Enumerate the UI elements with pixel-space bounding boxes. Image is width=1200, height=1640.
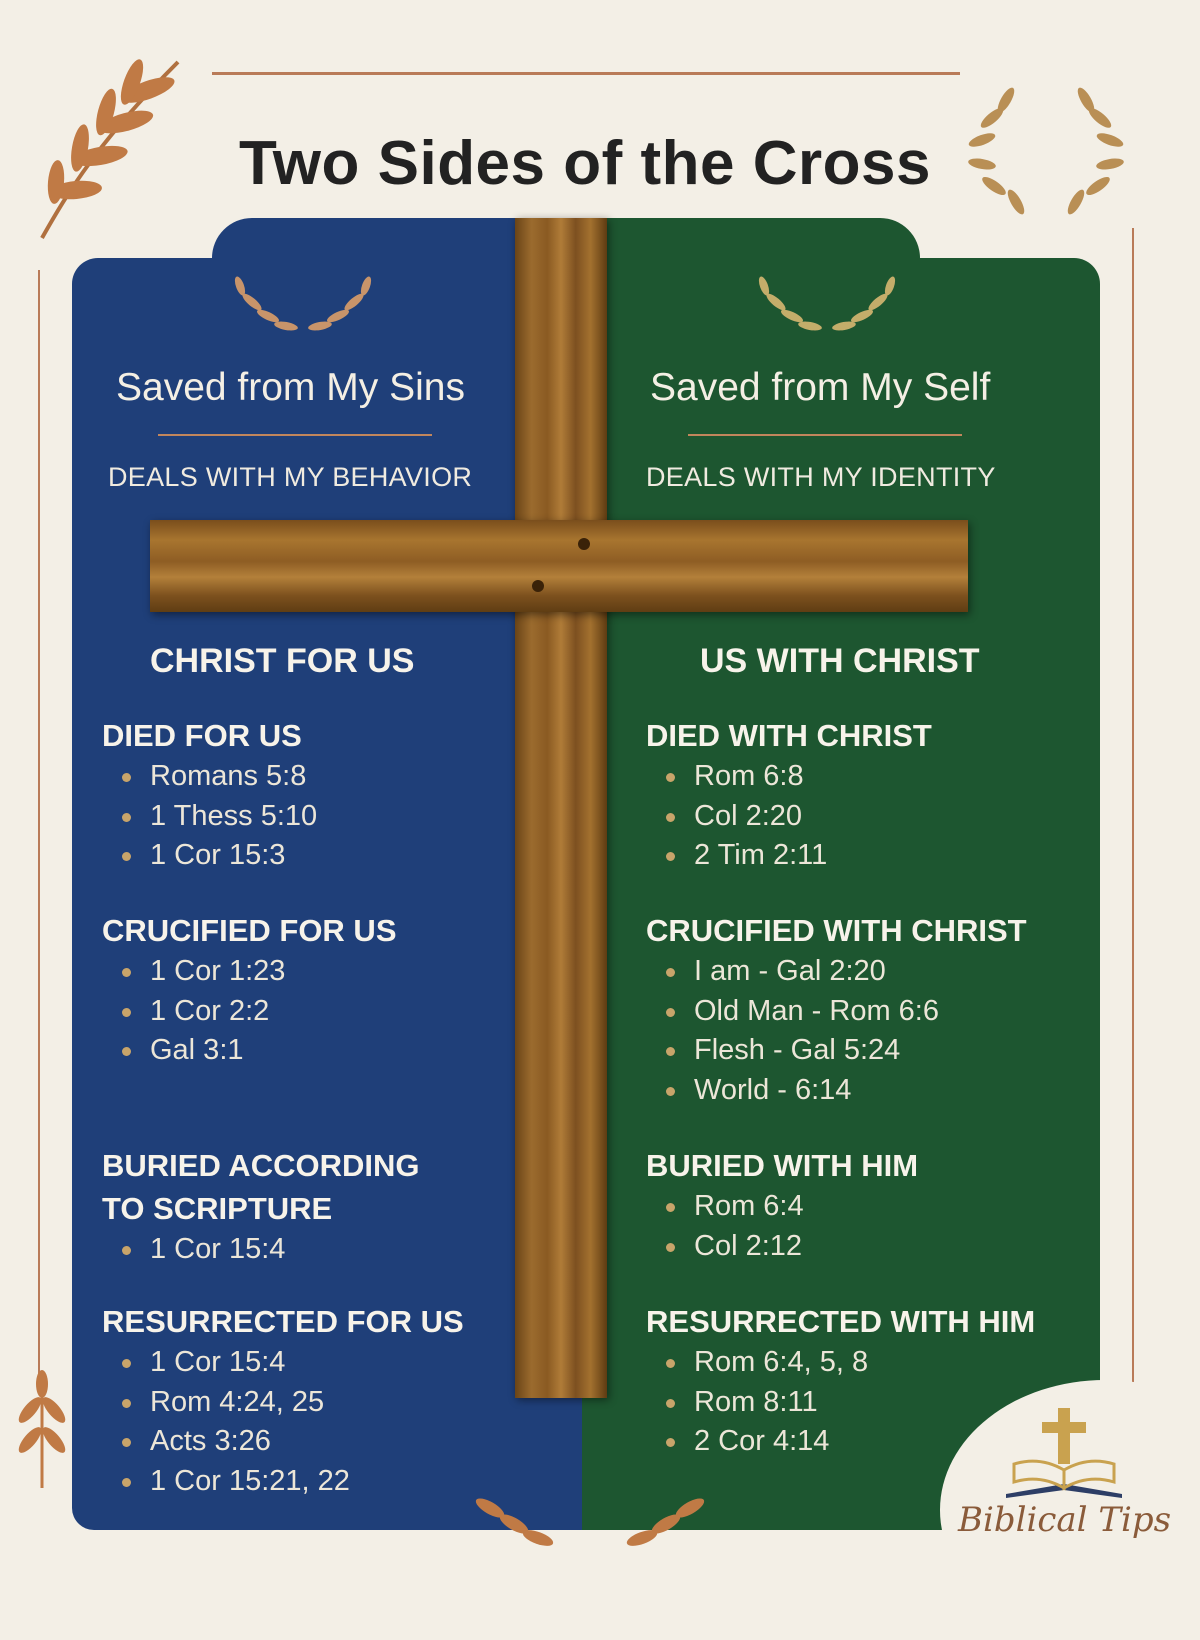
reference-item: 1 Cor 15:4 xyxy=(102,1230,419,1270)
reference-item: Flesh - Gal 5:24 xyxy=(646,1031,1027,1071)
reference-list xyxy=(646,952,1027,1110)
reference-item: 2 Cor 4:14 xyxy=(646,1422,1035,1462)
cross-vertical-beam xyxy=(515,218,607,1398)
left-column-heading: CHRIST FOR US xyxy=(150,642,415,680)
open-bible-icon xyxy=(1000,1444,1130,1504)
reference-list xyxy=(102,952,397,1071)
reference-list xyxy=(646,757,932,876)
laurel-branch-icon xyxy=(470,1488,710,1552)
laurel-wreath-icon xyxy=(228,276,378,340)
reference-list xyxy=(646,1187,918,1266)
section-heading: DIED WITH CHRIST xyxy=(646,718,932,753)
cross-horizontal-beam xyxy=(150,520,968,612)
section-heading: RESURRECTED WITH HIM xyxy=(646,1304,1036,1339)
left-subtitle-rule xyxy=(158,434,432,436)
right-section-buried xyxy=(646,1144,918,1266)
reference-item: Acts 3:26 xyxy=(102,1422,464,1462)
nail xyxy=(578,538,590,550)
reference-item: Rom 6:8 xyxy=(646,757,932,797)
nail xyxy=(532,580,544,592)
laurel-branch-icon xyxy=(8,1370,78,1490)
page-title: Two Sides of the Cross xyxy=(239,129,931,198)
reference-item: Col 2:20 xyxy=(646,797,932,837)
laurel-wreath-icon xyxy=(752,276,902,340)
reference-item: Old Man - Rom 6:6 xyxy=(646,992,1027,1032)
reference-item: Rom 4:24, 25 xyxy=(102,1383,464,1423)
reference-item: 1 Thess 5:10 xyxy=(102,797,317,837)
left-section-crucified xyxy=(102,909,397,1071)
section-heading-line2: TO SCRIPTURE xyxy=(102,1191,333,1226)
right-frame-line xyxy=(1132,228,1134,1388)
reference-item: 2 Tim 2:11 xyxy=(646,836,932,876)
section-heading: RESURRECTED FOR US xyxy=(102,1304,464,1339)
reference-item: 1 Cor 1:23 xyxy=(102,952,397,992)
left-frame-line xyxy=(38,270,40,1390)
reference-item: Rom 6:4, 5, 8 xyxy=(646,1343,1035,1383)
reference-item: World - 6:14 xyxy=(646,1071,1027,1111)
reference-item: I am - Gal 2:20 xyxy=(646,952,1027,992)
section-heading: DIED FOR US xyxy=(102,718,302,753)
section-heading: CRUCIFIED FOR US xyxy=(102,913,397,948)
reference-item: Rom 8:11 xyxy=(646,1383,1035,1423)
left-section-resurrected xyxy=(102,1300,464,1501)
brand-name: Biblical Tips xyxy=(958,1500,1172,1540)
reference-item: 1 Cor 15:4 xyxy=(102,1343,464,1383)
right-column-heading: US WITH CHRIST xyxy=(700,642,980,680)
section-heading-line1: BURIED ACCORDING xyxy=(102,1148,420,1183)
right-subtitle: Saved from My Self xyxy=(650,366,991,409)
reference-item: 1 Cor 15:21, 22 xyxy=(102,1462,464,1502)
right-deals: DEALS WITH MY IDENTITY xyxy=(646,462,996,492)
reference-item: Romans 5:8 xyxy=(102,757,317,797)
left-subtitle: Saved from My Sins xyxy=(116,366,465,409)
right-section-crucified xyxy=(646,909,1027,1110)
section-heading: CRUCIFIED WITH CHRIST xyxy=(646,913,1027,948)
reference-list xyxy=(102,1343,464,1501)
right-subtitle-rule xyxy=(688,434,962,436)
reference-item: 1 Cor 15:3 xyxy=(102,836,317,876)
section-heading: BURIED WITH HIM xyxy=(646,1148,919,1183)
reference-item: 1 Cor 2:2 xyxy=(102,992,397,1032)
reference-list xyxy=(102,1230,419,1270)
reference-list xyxy=(102,757,317,876)
right-section-died xyxy=(646,714,932,876)
top-divider xyxy=(212,72,960,75)
reference-item: Gal 3:1 xyxy=(102,1031,397,1071)
reference-item: Col 2:12 xyxy=(646,1227,918,1267)
left-deals: DEALS WITH MY BEHAVIOR xyxy=(108,462,473,492)
left-section-buried xyxy=(102,1144,419,1270)
left-section-died xyxy=(102,714,317,876)
reference-item: Rom 6:4 xyxy=(646,1187,918,1227)
